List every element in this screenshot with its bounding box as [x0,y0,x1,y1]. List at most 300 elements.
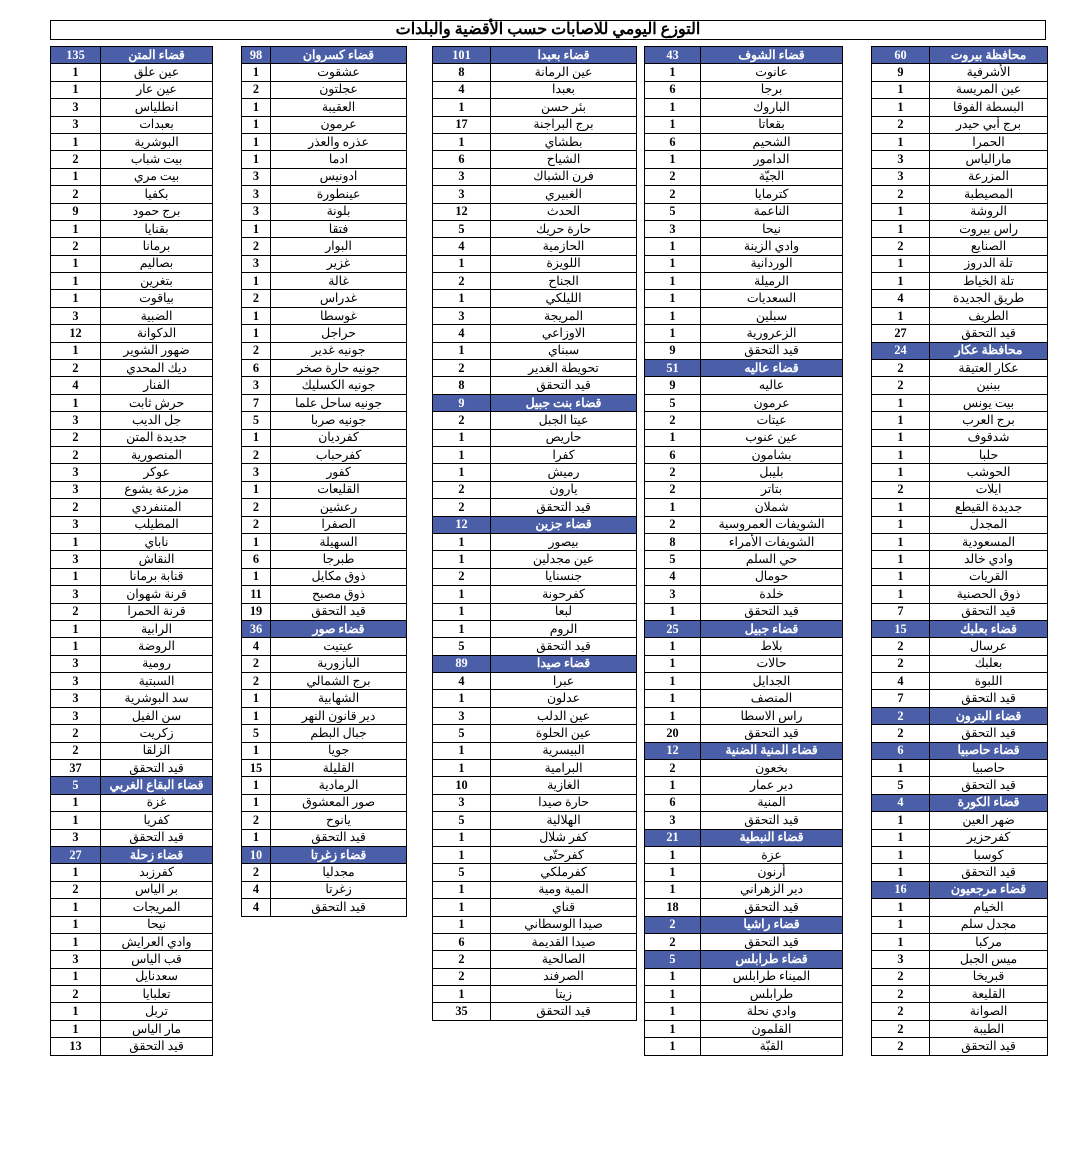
town-name: قيد التحقق [701,725,843,742]
table-row [51,325,213,342]
table-row [645,446,843,463]
case-count: 6 [433,933,491,950]
case-count: 1 [242,307,271,324]
case-count: 3 [51,99,101,116]
town-name: عذره والعذر [271,133,407,150]
case-count: 1 [242,481,271,498]
district-name: محافظة عكار [930,342,1048,359]
table-row [433,742,637,759]
case-count: 6 [645,446,701,463]
case-count: 1 [872,812,930,829]
town-name: المجدل [930,516,1048,533]
case-count: 1 [242,151,271,168]
district-header-row [433,516,637,533]
district-name: قضاء طرابلس [701,951,843,968]
town-name: عرسال [930,638,1048,655]
case-count: 3 [645,812,701,829]
town-name: حاصبيا [930,760,1048,777]
district-name: قضاء عاليه [701,360,843,377]
case-count: 5 [433,812,491,829]
table-row [433,551,637,568]
case-count: 8 [645,533,701,550]
case-count: 6 [242,551,271,568]
table-row [645,325,843,342]
district-total: 12 [645,742,701,759]
table-row [645,777,843,794]
case-count: 3 [872,168,930,185]
town-name: كفرديان [271,429,407,446]
town-name: ذوق الحصنية [930,586,1048,603]
case-count: 5 [433,638,491,655]
table-row [242,829,407,846]
district-total: 21 [645,829,701,846]
district-header-row [645,916,843,933]
table-row [242,203,407,220]
case-count: 3 [433,707,491,724]
town-name: ذوق مصبح [271,586,407,603]
case-count: 1 [433,603,491,620]
case-count: 3 [242,464,271,481]
case-count: 1 [51,864,101,881]
table-row [433,81,637,98]
table-row [433,1003,637,1020]
town-name: السعديات [701,290,843,307]
town-name: البرامية [491,760,637,777]
case-count: 2 [51,151,101,168]
town-name: طبرجا [271,551,407,568]
table-row [51,360,213,377]
table-row [242,412,407,429]
town-name: جويا [271,742,407,759]
case-count: 1 [645,638,701,655]
table-row [242,499,407,516]
town-name: تلة الخياط [930,273,1048,290]
case-count: 1 [872,916,930,933]
town-name: بعبدا [491,81,637,98]
table-row [51,1038,213,1055]
case-count: 1 [51,342,101,359]
case-count: 1 [242,707,271,724]
table-row [51,760,213,777]
town-name: البوار [271,238,407,255]
case-count: 3 [51,951,101,968]
town-name: كفريا [101,812,213,829]
case-count: 2 [51,881,101,898]
town-name: مار الياس [101,1020,213,1037]
table-row [433,325,637,342]
town-name: راس بيروت [930,220,1048,237]
case-count: 6 [645,133,701,150]
case-count: 2 [872,1038,930,1055]
town-name: الشويفات العمروسية [701,516,843,533]
case-count: 4 [433,238,491,255]
case-count: 1 [645,777,701,794]
table-row [872,499,1048,516]
case-count: 1 [645,64,701,81]
town-name: عشقوت [271,64,407,81]
case-count: 3 [51,116,101,133]
table-row [872,1038,1048,1055]
case-count: 2 [51,186,101,203]
case-count: 2 [872,1020,930,1037]
town-name: قيد التحقق [930,864,1048,881]
case-count: 1 [51,899,101,916]
town-name: الروشة [930,203,1048,220]
case-count: 1 [242,429,271,446]
district-name: محافظة بيروت [930,47,1048,64]
table-row [242,325,407,342]
town-name: عيتات [701,412,843,429]
case-count: 5 [433,220,491,237]
table-row [433,829,637,846]
case-count: 2 [645,168,701,185]
table-row [645,551,843,568]
table-row [872,377,1048,394]
town-name: بيت مري [101,168,213,185]
case-count: 2 [51,238,101,255]
town-name: بتاتر [701,481,843,498]
table-row [645,377,843,394]
table-row [433,794,637,811]
table-row [433,864,637,881]
case-count: 3 [242,203,271,220]
case-count: 2 [645,933,701,950]
town-name: غوسطا [271,307,407,324]
table-row [242,864,407,881]
district-name: قضاء النبطية [701,829,843,846]
case-count: 1 [242,116,271,133]
town-name: بليبل [701,464,843,481]
town-name: حارة حريك [491,220,637,237]
table-row [645,481,843,498]
town-name: الضبية [101,307,213,324]
case-count: 1 [433,429,491,446]
town-name: الصوانة [930,1003,1048,1020]
town-name: قيد التحقق [701,812,843,829]
table-row [872,899,1048,916]
table-row [433,533,637,550]
case-count: 2 [872,238,930,255]
case-count: 5 [242,412,271,429]
case-count: 1 [433,742,491,759]
case-count: 1 [433,290,491,307]
town-name: بقعاتا [701,116,843,133]
town-name: بلاط [701,638,843,655]
case-count: 3 [51,464,101,481]
town-name: حارة صيدا [491,794,637,811]
table-row [242,603,407,620]
case-count: 1 [645,499,701,516]
district-name: قضاء جزين [491,516,637,533]
case-count: 2 [242,238,271,255]
case-count: 2 [872,1003,930,1020]
town-name: عينطورة [271,186,407,203]
district-name: قضاء حاصبيا [930,742,1048,759]
table-row [872,655,1048,672]
case-count: 37 [51,760,101,777]
table-row [51,307,213,324]
town-name: حلبا [930,446,1048,463]
town-name: جونيه ساحل علما [271,394,407,411]
case-count: 1 [433,760,491,777]
district-header-row [645,951,843,968]
case-count: 1 [645,1038,701,1055]
town-name: الغبيري [491,186,637,203]
table-row [645,220,843,237]
town-name: المزرعة [930,168,1048,185]
table-row [645,238,843,255]
case-count: 2 [51,499,101,516]
case-count: 3 [51,551,101,568]
district-name: قضاء بعلبك [930,620,1048,637]
town-name: الميناء طرابلس [701,968,843,985]
town-name: وادي العرايش [101,933,213,950]
case-count: 1 [433,99,491,116]
table-row [872,394,1048,411]
table-row [872,777,1048,794]
table-row [872,1020,1048,1037]
table-row [242,220,407,237]
table-row [645,116,843,133]
case-count: 1 [51,168,101,185]
town-name: قيد التحقق [271,899,407,916]
case-count: 1 [433,846,491,863]
table-row [51,116,213,133]
table-row [433,777,637,794]
case-count: 1 [51,220,101,237]
town-name: كفرملكي [491,864,637,881]
district-header-row [872,707,1048,724]
table-row [645,255,843,272]
table-row [51,499,213,516]
district-header-row [645,742,843,759]
table-row [51,707,213,724]
table-row [645,760,843,777]
case-count: 2 [872,968,930,985]
town-name: شدقوف [930,429,1048,446]
table-row [872,255,1048,272]
table-row [242,342,407,359]
town-name: بعلبك [930,655,1048,672]
town-name: عيتيت [271,638,407,655]
table-row [433,933,637,950]
case-count: 1 [645,846,701,863]
case-count: 2 [645,481,701,498]
district-total: 4 [872,794,930,811]
town-name: الفنار [101,377,213,394]
case-count: 2 [433,499,491,516]
case-count: 3 [872,151,930,168]
town-name: جديدة القيطع [930,499,1048,516]
town-name: جونيه الكسليك [271,377,407,394]
table-row [51,412,213,429]
district-total: 135 [51,47,101,64]
table-row [51,81,213,98]
table-row [872,481,1048,498]
town-name: برج أبي حيدر [930,116,1048,133]
case-count: 2 [51,603,101,620]
table-row [645,568,843,585]
case-count: 2 [242,342,271,359]
town-name: الطريف [930,307,1048,324]
town-name: يارون [491,481,637,498]
case-count: 1 [51,916,101,933]
town-name: المسعودية [930,533,1048,550]
town-name: الناعمة [701,203,843,220]
case-count: 1 [433,533,491,550]
case-count: 3 [51,707,101,724]
town-name: سعدنايل [101,968,213,985]
table-row [433,638,637,655]
town-name: قيد التحقق [701,603,843,620]
district-name: قضاء مرجعيون [930,881,1048,898]
table-row [242,899,407,916]
town-name: زكريت [101,725,213,742]
table-row [645,273,843,290]
town-name: صيدا الوسطاني [491,916,637,933]
town-name: بيت يونس [930,394,1048,411]
table-row [872,64,1048,81]
table-row [433,620,637,637]
table-row [242,394,407,411]
table-row [51,516,213,533]
town-name: نيحا [101,916,213,933]
town-name: الليلكي [491,290,637,307]
table-row [433,586,637,603]
table-row [242,307,407,324]
table-row [645,307,843,324]
table-row [51,586,213,603]
district-total: 10 [242,846,271,863]
case-count: 5 [433,864,491,881]
case-count: 3 [242,168,271,185]
table-row [433,499,637,516]
town-name: الخيام [930,899,1048,916]
case-count: 1 [433,133,491,150]
case-count: 7 [872,603,930,620]
table-row [645,81,843,98]
case-count: 1 [433,916,491,933]
case-count: 3 [872,951,930,968]
case-count: 2 [242,516,271,533]
town-name: ايلات [930,481,1048,498]
town-name: بتغرين [101,273,213,290]
district-total: 9 [433,394,491,411]
table-row [645,186,843,203]
case-count: 1 [872,760,930,777]
case-count: 2 [872,481,930,498]
table-row [872,760,1048,777]
case-count: 3 [51,586,101,603]
town-name: تلة الدروز [930,255,1048,272]
table-row [645,203,843,220]
town-name: قناي [491,899,637,916]
district-total: 15 [872,620,930,637]
case-count: 1 [51,968,101,985]
table-row [51,481,213,498]
district-total: 5 [51,777,101,794]
town-name: عين عنوب [701,429,843,446]
table-row [645,168,843,185]
table-row [51,290,213,307]
table-row [872,307,1048,324]
case-count: 1 [51,255,101,272]
case-count: 2 [872,186,930,203]
case-count: 2 [872,725,930,742]
district-header-row [872,47,1048,64]
district-name: قضاء كسروان [271,47,407,64]
district-header-row [433,655,637,672]
town-name: كفرزبد [101,864,213,881]
case-count: 7 [872,690,930,707]
case-count: 5 [433,725,491,742]
case-count: 1 [872,412,930,429]
town-name: الهلالية [491,812,637,829]
table-row [51,881,213,898]
table-row [645,394,843,411]
case-count: 4 [433,325,491,342]
table-row [242,255,407,272]
table-row [242,638,407,655]
district-name: قضاء صور [271,620,407,637]
town-name: غزير [271,255,407,272]
case-count: 1 [242,794,271,811]
town-name: وادي الزينة [701,238,843,255]
town-name: الروضة [101,638,213,655]
case-count: 8 [433,64,491,81]
town-name: جونيه غدير [271,342,407,359]
case-count: 1 [242,273,271,290]
case-count: 9 [645,342,701,359]
table-row [872,446,1048,463]
table-row [872,81,1048,98]
table-row [645,986,843,1003]
town-name: الزعرورية [701,325,843,342]
town-name: عين مجدلين [491,551,637,568]
table-row [433,360,637,377]
table-row [645,603,843,620]
table-metn-column [50,46,213,1056]
town-name: جنسنايا [491,568,637,585]
town-name: بلونة [271,203,407,220]
town-name: المنصف [701,690,843,707]
town-name: عوكر [101,464,213,481]
town-name: قيد التحقق [271,829,407,846]
case-count: 1 [51,533,101,550]
town-name: قيد التحقق [701,933,843,950]
table-row [51,794,213,811]
table-row [242,777,407,794]
table-row [433,290,637,307]
table-row [51,133,213,150]
table-row [242,481,407,498]
case-count: 1 [242,533,271,550]
case-count: 1 [51,290,101,307]
district-total: 6 [872,742,930,759]
table-row [242,151,407,168]
case-count: 1 [645,673,701,690]
case-count: 1 [433,586,491,603]
district-name: قضاء راشيا [701,916,843,933]
case-count: 12 [51,325,101,342]
town-name: الغازية [491,777,637,794]
table-row [645,499,843,516]
table-row [645,290,843,307]
district-header-row [51,846,213,863]
case-count: 2 [51,429,101,446]
case-count: 20 [645,725,701,742]
town-name: المنية [701,794,843,811]
